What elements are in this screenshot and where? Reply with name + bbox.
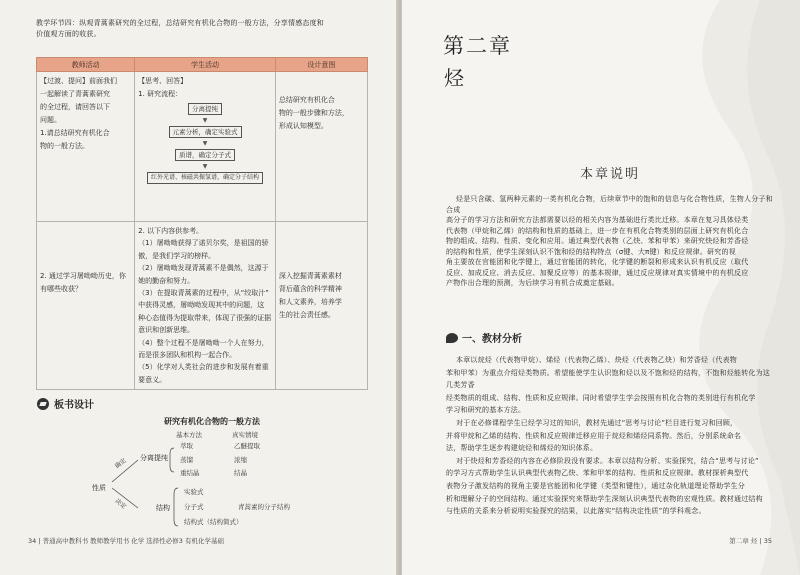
chapter-number: 第二章	[443, 34, 512, 58]
paragraph-line: 高分子的学习方法和研究方法都需要以烃的相关内容为基础进行类比迁移。本章在复习具体烃类	[446, 216, 749, 224]
board-bottom-item: 分子式	[184, 503, 204, 511]
cell-teacher-2	[37, 222, 135, 390]
header-teacher: 教师活动	[37, 58, 135, 72]
cell-line: （1）屠呦呦获得了诺贝尔奖，是祖国的骄	[138, 239, 269, 248]
cell-line: 的全过程，请回答以下	[40, 103, 110, 111]
bracket-bottom	[174, 488, 178, 526]
down-arrow-icon: ▼	[202, 163, 208, 170]
cell-line: 中获得灵感，屠呦呦发现其中的问题，这	[138, 301, 265, 310]
table-row	[37, 72, 368, 222]
board-top-item: 蒸馏	[180, 456, 193, 464]
board-top-example: 结晶	[234, 469, 247, 477]
cell-line: 有哪些收获？	[40, 285, 82, 293]
table-header-row	[37, 58, 368, 72]
paragraph-line: 的结构和性质，使学生深刻认识不饱和烃的结构特点（σ键、大π键）和反应规律。研究的视	[446, 247, 736, 256]
cell-line: 而是很多团队和机构一起合作。	[138, 351, 237, 360]
cell-line: 形成认知模型。	[278, 122, 328, 130]
flow-step-spectra: 红外光谱、核磁共振氢谱，确定分子结构	[147, 172, 263, 184]
board-branch-top: 分离提纯	[140, 454, 168, 462]
cell-line: （3）在提取青蒿素的过程中，从“绞取汁”	[138, 289, 269, 298]
board-bottom-example: 青蒿素的分子结构	[238, 503, 290, 511]
cell-line: 【思考、回答】	[138, 77, 188, 85]
paragraph-line: 反应、加成反应、消去反应、加聚反应等）的基本规律，通过反应规律对真实情境中的有机反应	[446, 268, 749, 277]
board-top-example: 乙醚提取	[234, 442, 260, 450]
cell-line: 物的一般步骤和方法，	[278, 109, 349, 117]
paragraph-line: 表物分子激发结构的视角主要是官能团和化学键（类型和键性），通过杂化轨道理论帮助学生分	[446, 481, 745, 490]
paragraph-line: 对于炔烃和芳香烃的内容在必修阶段没有要求。本章以结构分析、实验探究，结合“思考与讨论”	[456, 456, 759, 465]
leaf-icon	[446, 333, 458, 343]
cell-line: 总结研究有机化合	[278, 96, 335, 104]
board-top-item: 萃取	[180, 442, 193, 450]
cell-line: 和人文素养，培养学	[278, 298, 342, 306]
cell-line: 问题。	[40, 116, 61, 124]
header-intent: 设计意图	[275, 58, 367, 72]
flow-step-separation: 分离提纯	[188, 103, 222, 115]
cell-line: 深入挖掘青蒿素素材	[278, 272, 342, 280]
bracket-top	[170, 448, 174, 472]
cell-student-1	[135, 72, 276, 222]
chapter-name: 烃	[444, 66, 464, 90]
board-top-arrow-label: 确定	[113, 457, 128, 471]
flow-step-mass: 质谱，确定分子式	[175, 149, 235, 161]
book-icon	[37, 398, 49, 410]
board-diagram	[90, 412, 360, 530]
paragraph-line: 物的组成、结构、性质、变化和应用。通过典型代表物（乙炔、苯和甲苯）来研究炔烃和芳香烃	[446, 237, 749, 245]
cell-line: 2. 通过学习屠呦呦历史，你	[40, 272, 126, 280]
paragraph-line: 产物作出合理的预测，为后续学习有机合成奠定基础。	[446, 279, 619, 287]
board-left-label: 性质	[92, 484, 106, 492]
right-footer	[729, 536, 772, 545]
paragraph-line: 代表物（甲烷和乙烯）的结构和性质的基础上，进一步在有机化合物类别的层面上研究有机化合	[446, 226, 749, 235]
board-section-label: 板书设计	[54, 400, 94, 411]
cell-line: 1. 研究流程：	[138, 90, 183, 98]
cell-line: 【过渡、提问】前面我们	[40, 77, 117, 85]
cell-line: 背后蕴含的科学精神	[278, 285, 342, 293]
paragraph-line: 并将甲烷和乙烯的结构、性质和反应规律迁移应用于烷烃和烯烃同系物。然后，分别系统命名	[446, 431, 742, 440]
paragraph-line: 经类物质的组成、结构、性质和反应规律。同时希望学生学会按照有机化合物的类别进行有机化学	[446, 393, 756, 402]
intro-line: 价值观方面的收获。	[36, 29, 101, 38]
analysis-title: 一、教材分析	[462, 334, 522, 345]
teaching-table	[36, 57, 368, 390]
cell-teacher-1	[37, 72, 135, 222]
analysis-paragraph	[446, 354, 776, 518]
header-student: 学生活动	[135, 58, 276, 72]
paragraph-line: 的学习方式帮助学生认识典型代表物乙炔、苯和甲苯的结构、性质和反应规律。教材探析典型代	[446, 469, 749, 478]
left-page	[0, 0, 398, 575]
down-arrow-icon: ▼	[202, 117, 208, 124]
paragraph-line: 与性质的关系来分析说明实验探究的结果，以此落实“结构决定性质”的学科观念。	[446, 507, 706, 516]
cell-line: 意识和创新思维。	[138, 326, 195, 335]
intro-text	[36, 18, 376, 39]
cell-line: 傲，是我们学习的榜样。	[138, 251, 216, 260]
board-bottom-item: 实验式	[184, 488, 204, 496]
paragraph-line: 法，帮助学生逐步构建烷烃和烯烃的知识体系。	[446, 444, 598, 453]
cell-line: 2. 以下内容供参考。	[138, 227, 204, 235]
down-arrow-icon: ▼	[202, 140, 208, 147]
board-section-title	[37, 396, 94, 411]
cell-intent-1	[275, 72, 367, 222]
board-bottom-arrow-label: 决定	[113, 497, 128, 511]
left-footer: 34 | 普通高中教科书 教师教学用书 化学 选择性必修3 有机化学基础	[28, 537, 224, 545]
paragraph-line: 析和理解分子的空间结构。通过实验探究来帮助学生深刻认识典型代表物的宏观性质。教材通过结构	[446, 494, 763, 503]
cell-line: （2）屠呦呦发现青蒿素不是偶然，这源于	[138, 264, 269, 273]
board-header-example: 真实情境	[232, 431, 258, 439]
cell-line: 她的勤奋和努力。	[138, 276, 195, 285]
cell-line: 生的社会责任感。	[278, 311, 335, 319]
cell-line: 种心态值得为提取带来，体现了很强的证据	[138, 313, 272, 322]
cell-line: 1.请总结研究有机化合	[40, 129, 110, 137]
flow-step-elemental: 元素分析，确定实验式	[169, 126, 242, 138]
board-top-item: 重结晶	[180, 469, 200, 477]
board-branch-bottom: 结构	[156, 504, 170, 512]
paragraph-line: 对于在必修课程学生已经学习过的知识，教材先通过“思考与讨论”栏目进行复习和回顾，	[456, 418, 738, 427]
paragraph-line: 学习和研究的基本方法。	[446, 406, 526, 415]
table-row	[37, 222, 368, 390]
cell-line: 要意义。	[138, 375, 167, 384]
cell-line: 物的一般方法。	[40, 142, 89, 150]
board-header-basic: 基本方法	[176, 431, 202, 439]
section-title: 本章说明	[580, 167, 641, 182]
board-bottom-item: 结构式（结构简式）	[184, 518, 243, 526]
paragraph-line: 本章以烷烃（代表物甲烷）、烯烃（代表物乙烯）、炔烃（代表物乙炔）和芳香烃（代表物	[456, 356, 737, 364]
board-top-example: 浓缩	[234, 456, 247, 464]
intro-paragraph	[446, 194, 776, 289]
paragraph-line: 角主要放在官能团和化学键上，通过官能团的转化，化学键的断裂和形成来认识有机反应（取代	[446, 258, 749, 266]
cell-line: （4）整个过程不是屠呦呦一个人在努力，	[138, 338, 269, 347]
footer-separator: |	[759, 537, 762, 545]
footer-title: 烃	[750, 537, 758, 545]
footer-page-number: 35	[763, 537, 772, 545]
right-page	[402, 0, 800, 575]
footer-chapter: 第二章	[729, 537, 749, 545]
analysis-heading	[446, 330, 522, 345]
cell-line: 一起解读了青蒿素研究	[40, 90, 110, 98]
paragraph-line: 烃是只含碳、氢两种元素的一类有机化合物，后续章节中的饱和的信息与化合物性质，生物人分子和合成	[446, 195, 773, 214]
cell-intent-2	[275, 222, 367, 390]
cell-line: （5）化学对人类社会的进步和发展有着重	[138, 363, 269, 372]
paragraph-line: 苯和甲苯）为重点介绍烃类物质。希望能使学生认识饱和烃以及不饱和烃的结构，不饱和烃能转化为这几类芳香	[446, 368, 770, 390]
cell-student-2	[135, 222, 276, 390]
board-main-title: 研究有机化合物的一般方法	[164, 417, 260, 426]
intro-line: 教学环节四：纵观青蒿素研究的全过程，总结研究有机化合物的一般方法，分享情感态度和	[36, 19, 324, 27]
